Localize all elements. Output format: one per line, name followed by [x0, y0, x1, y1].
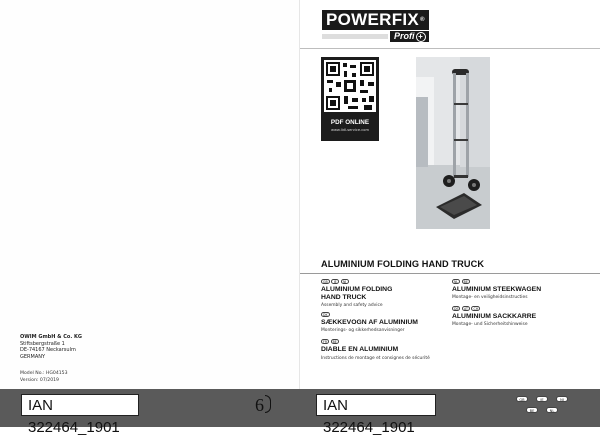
- section-heading: SÆKKEVOGN AF ALUMINIUM: [321, 319, 418, 326]
- country-flag: FR: [323, 340, 328, 344]
- powerfix-logo: [322, 10, 438, 43]
- lang-flag: NI: [556, 396, 568, 402]
- section-subtitle: Montage- und Sicherheitshinweise: [452, 322, 528, 327]
- model-number: Model No.: HG04153: [20, 371, 68, 376]
- country-flag: CH: [473, 307, 479, 311]
- bracket-icon: [265, 395, 271, 413]
- country-flag: DK: [323, 313, 328, 317]
- brand-wordmark: POWERFIX®: [322, 10, 429, 30]
- version: Version: 07/2019: [20, 377, 59, 383]
- address-line: Stiftsbergstraße 1: [20, 340, 65, 347]
- product-photo: [416, 57, 490, 229]
- country-flag: BE: [463, 280, 468, 284]
- qr-block: [321, 57, 379, 141]
- company-name: OWIM GmbH & Co. KG: [20, 334, 82, 340]
- section-heading: ALUMINIUM FOLDING HAND TRUCK: [321, 286, 393, 301]
- country-flag: NL: [454, 280, 459, 284]
- section-subtitle: Assembly and safety advice: [321, 303, 383, 308]
- country-flag: NI: [341, 279, 349, 284]
- country-flag: AT: [462, 306, 470, 311]
- ian-label-right: IAN 322464_1901: [316, 394, 436, 416]
- section-heading: ALUMINIUM STEEKWAGEN: [452, 286, 542, 293]
- divider: [300, 273, 600, 274]
- country-flag: BE: [332, 340, 337, 344]
- hand-truck-image: [416, 57, 490, 229]
- pdf-online-label: PDF ONLINE: [330, 119, 370, 126]
- service-url: www.lidl-service.com: [331, 128, 369, 132]
- country-flag: GB: [323, 280, 328, 284]
- logo-bar: [322, 34, 388, 39]
- divider: [300, 48, 600, 49]
- profi-badge: Profi +: [390, 31, 429, 42]
- lang-flag: GB: [516, 396, 528, 402]
- country-flag: DE: [454, 307, 459, 311]
- section-heading: ALUMINIUM SACKKARRE: [452, 313, 537, 320]
- address-line: GERMANY: [20, 353, 46, 360]
- qr-code-icon: [324, 60, 376, 112]
- ian-label-left: IAN 322464_1901: [21, 394, 139, 416]
- country-flag: IE: [331, 279, 339, 284]
- page-count: 6: [255, 395, 264, 415]
- product-title: ALUMINIUM FOLDING HAND TRUCK: [321, 259, 485, 269]
- section-subtitle: Montage- en veiligheidsinstructies: [452, 295, 528, 300]
- address-line: DE-74167 Neckarsulm: [20, 347, 76, 353]
- lang-flag: IE: [536, 396, 548, 402]
- model-info: [20, 371, 68, 384]
- lang-flag: NL: [546, 407, 558, 413]
- page-fold: [299, 0, 300, 427]
- country-flags: [452, 279, 470, 284]
- country-flags: [321, 339, 339, 344]
- company-address: [20, 334, 82, 360]
- country-flags: [452, 306, 480, 311]
- section-subtitle: Instructions de montage et consignes de sécurité: [321, 356, 430, 361]
- lang-flag: BE: [526, 407, 538, 413]
- plus-icon: +: [416, 32, 426, 42]
- section-subtitle: Monterings- og sikkerhedsanvisninger: [321, 328, 405, 333]
- country-flags: [321, 312, 330, 317]
- country-flags: [321, 279, 349, 284]
- back-cover: [0, 0, 300, 427]
- section-heading: DIABLE EN ALUMINIUM: [321, 346, 399, 353]
- page-count-mark: [255, 395, 271, 416]
